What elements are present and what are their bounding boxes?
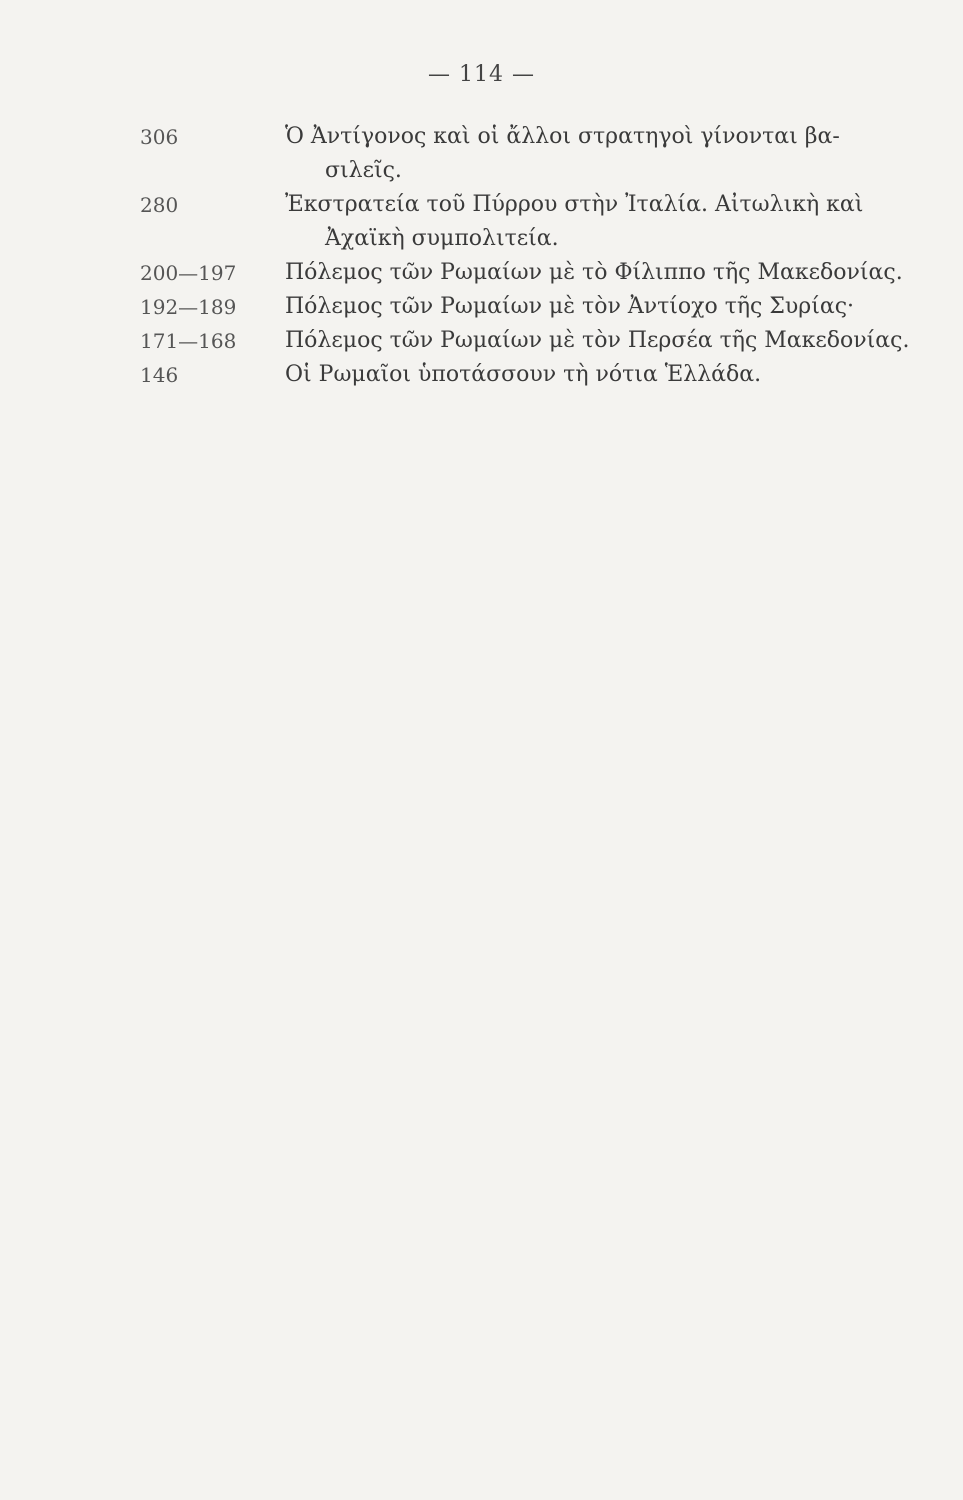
chronology-entry <box>0 358 963 392</box>
entry-event-line: Ἐκστρατεία τοῦ Πύρρου στὴν Ἰταλία. Αἰτωλικὴ καὶ <box>285 192 864 217</box>
entry-event-line: Πόλεμος τῶν Ρωμαίων μὲ τὸ Φίλιππο τῆς Μακεδονίας. <box>285 260 903 285</box>
chronology-entry <box>0 188 963 256</box>
entry-event <box>285 358 875 392</box>
entry-year: 200—197 <box>140 261 237 285</box>
entry-event <box>285 324 910 358</box>
entry-event <box>285 188 875 256</box>
entry-event-continuation: σιλεῖς. <box>325 158 402 183</box>
entry-year: 280 <box>140 193 179 217</box>
entry-year: 146 <box>140 363 179 387</box>
chronology-entry <box>0 120 963 188</box>
page-number: — 114 — <box>428 62 535 87</box>
chronology-entry <box>0 290 963 324</box>
entry-event-line: Ὁ Ἀντίγονος καὶ οἱ ἄλλοι στρατηγοὶ γίνονται βα- <box>285 124 840 149</box>
entry-event-continuation: Ἀχαϊκὴ συμπολιτεία. <box>325 226 559 251</box>
entry-year: 171—168 <box>140 329 237 353</box>
chronology-list <box>0 120 963 392</box>
entry-event <box>285 120 875 188</box>
entry-event <box>285 290 875 324</box>
entry-event-line: Πόλεμος τῶν Ρωμαίων μὲ τὸν Ἀντίοχο τῆς Συρίας· <box>285 294 855 319</box>
chronology-entry <box>0 324 963 358</box>
entry-year: 192—189 <box>140 295 237 319</box>
entry-event <box>285 256 903 290</box>
entry-event-line: Πόλεμος τῶν Ρωμαίων μὲ τὸν Περσέα τῆς Μακεδονίας. <box>285 328 910 353</box>
entry-event-line: Οἱ Ρωμαῖοι ὑποτάσσουν τὴ νότια Ἑλλάδα. <box>285 362 762 387</box>
entry-year: 306 <box>140 125 179 149</box>
chronology-entry <box>0 256 963 290</box>
